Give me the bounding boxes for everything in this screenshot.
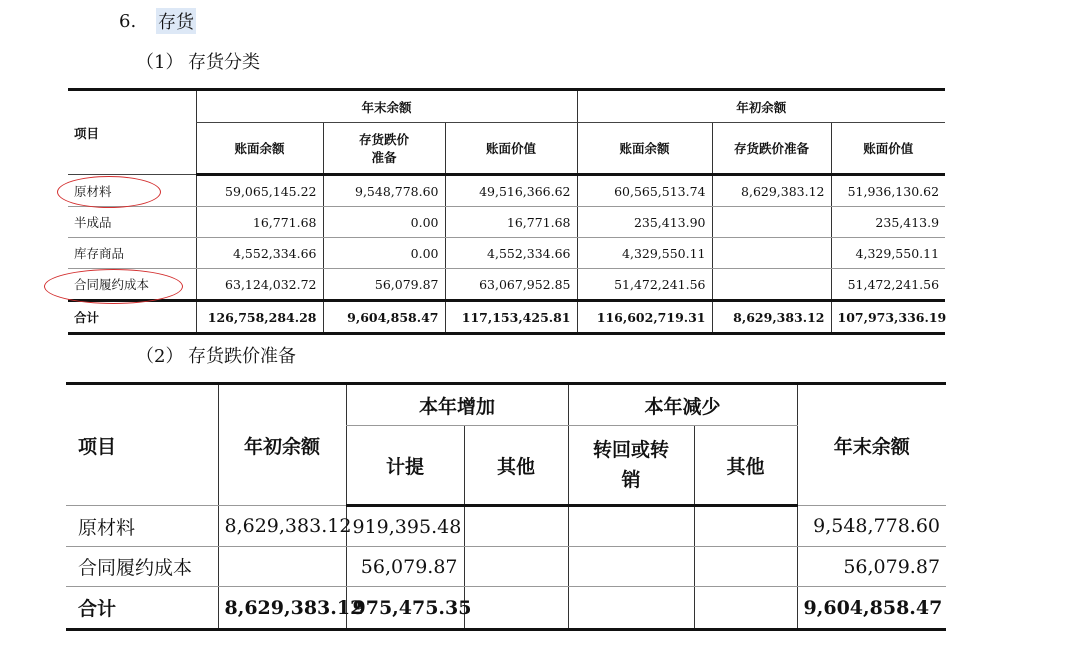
table-row: [68, 269, 945, 301]
table-cell: 16,771.68: [196, 207, 323, 238]
table1-item-header: 项目: [68, 90, 196, 175]
table-row: [68, 238, 945, 269]
row-label: 半成品: [68, 207, 196, 238]
table-row: [66, 506, 946, 547]
table-cell: 56,079.87: [797, 547, 946, 587]
table2-inc-other-header: 其他: [464, 426, 568, 506]
row-label: 合同履约成本: [66, 547, 218, 587]
subheading-2-number: （2）: [136, 346, 184, 367]
table-cell: 8,629,383.12: [712, 301, 831, 334]
inventory-provision-table: [66, 382, 946, 631]
table-cell: 51,936,130.62: [831, 175, 945, 207]
table-cell: [568, 587, 694, 630]
table1-col-header-line1: 存货跌价: [358, 132, 409, 147]
table-cell: [464, 587, 568, 630]
table-cell: 9,604,858.47: [323, 301, 445, 334]
table-cell: [568, 547, 694, 587]
table-cell: 4,552,334.66: [196, 238, 323, 269]
table-cell: [712, 207, 831, 238]
table1-col-header: [323, 123, 445, 175]
table-cell: 8,629,383.12: [712, 175, 831, 207]
subheading-1: [136, 48, 260, 74]
table-row: [68, 207, 945, 238]
table-total-row: [66, 587, 946, 630]
inventory-classification-table: [68, 88, 945, 335]
row-label: 原材料: [66, 506, 218, 547]
table2-decrease-header: 本年减少: [568, 384, 797, 426]
table2-end-header: 年末余额: [797, 384, 946, 506]
table-cell: [694, 547, 797, 587]
table-cell: 8,629,383.12: [218, 587, 346, 630]
table2-reversal-line2: 销: [621, 469, 641, 491]
table-cell: 63,067,952.85: [445, 269, 577, 301]
table-cell: 235,413.9: [831, 207, 945, 238]
table-cell: 116,602,719.31: [577, 301, 712, 334]
table-cell: 59,065,145.22: [196, 175, 323, 207]
subheading-2-title: 存货跌价准备: [188, 346, 296, 367]
table-cell: 4,552,334.66: [445, 238, 577, 269]
table-row: [68, 175, 945, 207]
subheading-1-title: 存货分类: [188, 52, 260, 73]
table-cell: 126,758,284.28: [196, 301, 323, 334]
table-cell: 4,329,550.11: [831, 238, 945, 269]
table-cell: 49,516,366.62: [445, 175, 577, 207]
table2-reversal-line1: 转回或转: [593, 438, 670, 461]
table-cell: 8,629,383.12: [218, 506, 346, 547]
row-label: 库存商品: [68, 238, 196, 269]
table1-group-end: 年末余额: [196, 90, 577, 123]
table-cell: 235,413.90: [577, 207, 712, 238]
table-row: [66, 547, 946, 587]
table-cell: 56,079.87: [323, 269, 445, 301]
table-cell: [568, 506, 694, 547]
table2-begin-header: 年初余额: [218, 384, 346, 506]
table-cell: 63,124,032.72: [196, 269, 323, 301]
table1-group-begin: 年初余额: [577, 90, 945, 123]
table-cell: [464, 547, 568, 587]
table-cell: 51,472,241.56: [577, 269, 712, 301]
table-cell: [712, 269, 831, 301]
section-title: 存货: [156, 8, 196, 34]
table1-col-header: 账面价值: [831, 123, 945, 175]
table-cell: 975,475.35: [346, 587, 464, 630]
table-cell: 919,395.48: [346, 506, 464, 547]
table-cell: 9,548,778.60: [797, 506, 946, 547]
table-cell: 107,973,336.19: [831, 301, 945, 334]
table-cell: 16,771.68: [445, 207, 577, 238]
table-cell: 4,329,550.11: [577, 238, 712, 269]
table2-provision-header: 计提: [346, 426, 464, 506]
row-label: 合计: [68, 301, 196, 334]
row-label: 合同履约成本: [68, 269, 196, 301]
table2-reversal-header: [568, 426, 694, 506]
table1-col-header: 账面价值: [445, 123, 577, 175]
row-label: 合计: [66, 587, 218, 630]
table2-item-header: 项目: [66, 384, 218, 506]
table-cell: [694, 506, 797, 547]
subheading-1-number: （1）: [136, 52, 184, 73]
table-cell: [218, 547, 346, 587]
table-cell: 117,153,425.81: [445, 301, 577, 334]
table-cell: [694, 587, 797, 630]
table-cell: 0.00: [323, 238, 445, 269]
table-cell: [712, 238, 831, 269]
table1-col-header: 存货跌价准备: [712, 123, 831, 175]
table-cell: 9,548,778.60: [323, 175, 445, 207]
row-label: 原材料: [68, 175, 196, 207]
table-cell: 51,472,241.56: [831, 269, 945, 301]
table-cell: 56,079.87: [346, 547, 464, 587]
table1-col-header: 账面余额: [196, 123, 323, 175]
table-cell: 9,604,858.47: [797, 587, 946, 630]
table-cell: 60,565,513.74: [577, 175, 712, 207]
table1-col-header-line2: 准备: [371, 150, 397, 165]
section-heading: [119, 8, 196, 34]
subheading-2: [136, 342, 296, 368]
section-number: 6.: [119, 10, 137, 32]
table-cell: [464, 506, 568, 547]
table2-increase-header: 本年增加: [346, 384, 568, 426]
table-cell: 0.00: [323, 207, 445, 238]
table1-col-header: 账面余额: [577, 123, 712, 175]
table2-dec-other-header: 其他: [694, 426, 797, 506]
table-total-row: [68, 301, 945, 334]
